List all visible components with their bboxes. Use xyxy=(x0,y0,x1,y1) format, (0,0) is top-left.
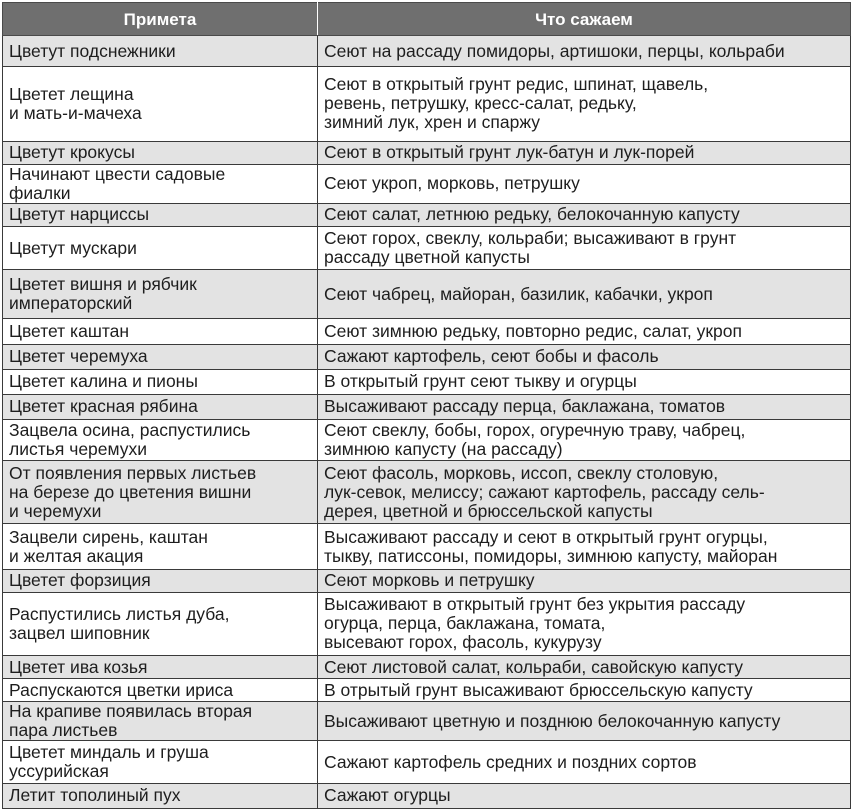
table-row xyxy=(3,319,851,344)
plant-cell: Высаживают в открытый грунт без укрытия рассаду огурца, перца, баклажана, томата, высевают горох, фасоль, кукурузу xyxy=(318,592,851,655)
table-row xyxy=(3,226,851,269)
plant-cell: Сеют морковь и петрушку xyxy=(318,569,851,592)
table-row xyxy=(3,702,851,741)
table-body xyxy=(3,36,851,809)
sign-cell: От появления первых листьев на березе до цветения вишни и черемухи xyxy=(3,461,318,524)
plant-cell: Сеют горох, свеклу, кольраби; высаживают в грунт рассаду цветной капусты xyxy=(318,226,851,269)
table-row xyxy=(3,524,851,569)
plant-cell: Высаживают рассаду и сеют в открытый грунт огурцы, тыкву, патиссоны, помидоры, зимнюю капусту, майоран xyxy=(318,524,851,569)
table-row xyxy=(3,419,851,460)
sign-cell: Цветет красная рябина xyxy=(3,394,318,419)
plant-cell: В открытый грунт сеют тыкву и огурцы xyxy=(318,369,851,394)
plant-cell: Сеют листовой салат, кольраби, савойскую капусту xyxy=(318,656,851,679)
sign-cell: Цветет лещина и мать-и-мачеха xyxy=(3,67,318,141)
table-row xyxy=(3,344,851,369)
sign-cell: Цветут мускари xyxy=(3,226,318,269)
sign-cell: Цветут крокусы xyxy=(3,141,318,164)
sign-cell: Зацвела осина, распустились листья черемухи xyxy=(3,419,318,460)
header-plant: Что сажаем xyxy=(318,3,851,36)
planting-signs-table xyxy=(2,2,851,809)
sign-cell: Цветет ива козья xyxy=(3,656,318,679)
plant-cell: Сажают картофель средних и поздних сортов xyxy=(318,741,851,783)
sign-cell: Цветет миндаль и груша уссурийская xyxy=(3,741,318,783)
sign-cell: Летит тополиный пух xyxy=(3,783,318,808)
sign-cell: Цветет форзиция xyxy=(3,569,318,592)
table-row xyxy=(3,203,851,226)
table-row xyxy=(3,679,851,702)
plant-cell: Сеют свеклу, бобы, горох, огуречную траву, чабрец, зимнюю капусту (на рассаду) xyxy=(318,419,851,460)
sign-cell: Начинают цвести садовые фиалки xyxy=(3,164,318,203)
sign-cell: Распустились листья дуба, зацвел шиповник xyxy=(3,592,318,655)
table-row xyxy=(3,164,851,203)
plant-cell: Сажают огурцы xyxy=(318,783,851,808)
sign-cell: Цветет вишня и рябчик императорский xyxy=(3,270,318,319)
plant-cell: Сеют салат, летнюю редьку, белокочанную капусту xyxy=(318,203,851,226)
plant-cell: В отрытый грунт высаживают брюссельскую капусту xyxy=(318,679,851,702)
header-sign: Примета xyxy=(3,3,318,36)
plant-cell: Сеют чабрец, майоран, базилик, кабачки, укроп xyxy=(318,270,851,319)
plant-cell: Сеют укроп, морковь, петрушку xyxy=(318,164,851,203)
table-row xyxy=(3,394,851,419)
sign-cell: Цветут нарциссы xyxy=(3,203,318,226)
table-row xyxy=(3,741,851,783)
plant-cell: Сеют фасоль, морковь, иссоп, свеклу столовую, лук-севок, мелиссу; сажают картофель, рассаду сель- дерея, цветной и брюссельской капусты xyxy=(318,461,851,524)
table-row xyxy=(3,656,851,679)
table-row xyxy=(3,783,851,808)
sign-cell: Цветут подснежники xyxy=(3,36,318,67)
sign-cell: Цветет калина и пионы xyxy=(3,369,318,394)
table-row xyxy=(3,270,851,319)
plant-cell: Сажают картофель, сеют бобы и фасоль xyxy=(318,344,851,369)
sign-cell: Распускаются цветки ириса xyxy=(3,679,318,702)
sign-cell: На крапиве появилась вторая пара листьев xyxy=(3,702,318,741)
plant-cell: Сеют зимнюю редьку, повторно редис, салат, укроп xyxy=(318,319,851,344)
sign-cell: Цветет черемуха xyxy=(3,344,318,369)
sign-cell: Цветет каштан xyxy=(3,319,318,344)
plant-cell: Высаживают рассаду перца, баклажана, томатов xyxy=(318,394,851,419)
plant-cell: Сеют в открытый грунт лук-батун и лук-порей xyxy=(318,141,851,164)
plant-cell: Высаживают цветную и позднюю белокочанную капусту xyxy=(318,702,851,741)
table-row xyxy=(3,369,851,394)
plant-cell: Сеют в открытый грунт редис, шпинат, щавель, ревень, петрушку, кресс-салат, редьку, зимний лук, хрен и спаржу xyxy=(318,67,851,141)
sign-cell: Зацвели сирень, каштан и желтая акация xyxy=(3,524,318,569)
table-row xyxy=(3,461,851,524)
table-row xyxy=(3,569,851,592)
plant-cell: Сеют на рассаду помидоры, артишоки, перцы, кольраби xyxy=(318,36,851,67)
table-row xyxy=(3,592,851,655)
table-row xyxy=(3,36,851,67)
table-row xyxy=(3,141,851,164)
table-header-row xyxy=(3,3,851,36)
table-row xyxy=(3,67,851,141)
